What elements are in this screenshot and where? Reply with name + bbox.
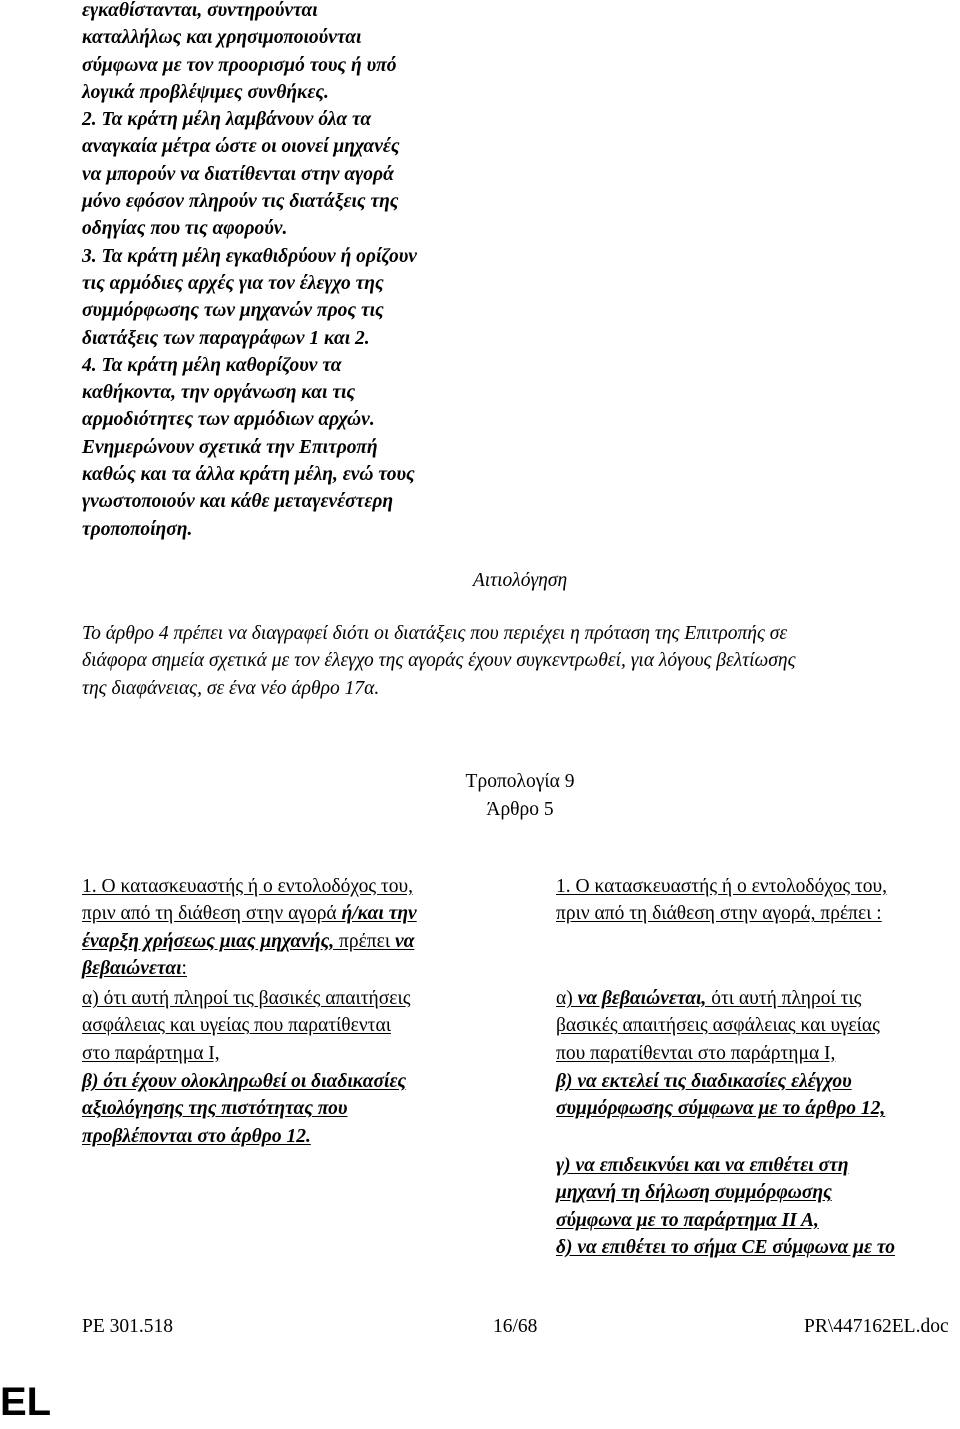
text-line: καθήκοντα, την οργάνωση και τις [82, 382, 356, 404]
text-line: καθώς και τα άλλα κράτη μέλη, ενώ τους [82, 464, 415, 486]
right-line: που παρατίθενται στο παράρτημα Ι, [556, 1042, 836, 1064]
left-line: αξιολόγησης της πιστότητας που [82, 1098, 348, 1120]
footer-doc-id: PR\447162EL.doc [804, 1316, 949, 1337]
text-line: τις αρμόδιες αρχές για τον έλεγχο της [82, 272, 384, 294]
left-line: στο παράρτημα Ι, [82, 1042, 220, 1064]
text-line: μόνο εφόσον πληρούν τις διατάξεις της [82, 191, 399, 213]
right-line: δ) να επιθέτει το σήμα CE σύμφωνα με το [556, 1236, 895, 1258]
left-line: πριν από τη διάθεση στην αγορά ή/και την [82, 903, 417, 925]
text-line: συμμόρφωσης των μηχανών προς τις [82, 300, 384, 322]
right-line: α) να βεβαιώνεται, ότι αυτή πληροί τις [556, 988, 862, 1009]
right-line: πριν από τη διάθεση στην αγορά, πρέπει : [556, 903, 882, 925]
footer-page-number: 16/68 [493, 1316, 538, 1337]
amendment-title: Τροπολογία 9 [465, 771, 575, 792]
justification-heading: Αιτιολόγηση [472, 570, 568, 591]
text-line: αρμοδιότητες των αρμόδιων αρχών. [82, 409, 375, 431]
left-line: έναρξη χρήσεως μιας μηχανής, πρέπει να [82, 930, 415, 952]
text-line: 4. Τα κράτη μέλη καθορίζουν τα [82, 354, 342, 376]
left-line: α) ότι αυτή πληροί τις βασικές απαιτήσεις [82, 988, 411, 1009]
text-line: αναγκαία μέτρα ώστε οι οιονεί μηχανές [82, 136, 400, 158]
text-line: γνωστοποιούν και κάθε μεταγενέστερη [82, 491, 394, 513]
right-line: γ) να επιδεικνύει και να επιθέτει στη [556, 1155, 849, 1176]
left-line: ασφάλειας και υγείας που παρατίθενται [82, 1015, 391, 1037]
justification-line: της διαφάνειας, σε ένα νέο άρθρο 17α. [82, 677, 380, 699]
text-line: σύμφωνα με τον προορισμό τους ή υπό [82, 54, 397, 76]
right-column-part-2 [556, 985, 956, 1067]
top-text-block [82, 0, 502, 543]
left-column [82, 873, 502, 982]
justification-line: διάφορα σημεία σχετικά με τον έλεγχο της αγοράς έχουν συγκεντρωθεί, για λόγους βελτίωσης [82, 650, 796, 672]
right-line: βασικές απαιτήσεις ασφάλειας και υγείας [556, 1015, 880, 1037]
article-title: Άρθρο 5 [486, 799, 554, 820]
language-code: EL [0, 1380, 52, 1424]
left-line: β) ότι έχουν ολοκληρωθεί οι διαδικασίες [82, 1071, 407, 1092]
left-column-part-3 [82, 1068, 502, 1150]
justification-paragraph [82, 620, 942, 702]
text-line: λογικά προβλέψιμες συνθήκες. [82, 81, 329, 103]
right-column [556, 873, 956, 928]
left-line: 1. Ο κατασκευαστής ή ο εντολοδόχος του, [82, 876, 414, 897]
left-line: βεβαιώνεται: [82, 957, 187, 979]
right-column-part-4 [556, 1152, 960, 1261]
right-line: σύμφωνα με το παράρτημα ΙΙ Α, [556, 1209, 819, 1231]
text-line: 3. Τα κράτη μέλη εγκαθιδρύουν ή ορίζουν [82, 245, 417, 267]
footer-reference: PE 301.518 [82, 1316, 174, 1337]
justification-line: Το άρθρο 4 πρέπει να διαγραφεί διότι οι διατάξεις που περιέχει η πρόταση της Επιτροπής σε [82, 623, 788, 644]
right-line: συμμόρφωσης σύμφωνα με το άρθρο 12, [556, 1098, 886, 1120]
text-line: Ενημερώνουν σχετικά την Επιτροπή [82, 436, 378, 458]
text-line: καταλλήλως και χρησιμοποιούνται [82, 27, 362, 49]
right-line: μηχανή τη δήλωση συμμόρφωσης [556, 1182, 832, 1204]
text-line: 2. Τα κράτη μέλη λαμβάνουν όλα τα [82, 109, 372, 131]
text-line: τροποποίηση. [82, 518, 193, 540]
right-line: β) να εκτελεί τις διαδικασίες ελέγχου [556, 1071, 852, 1092]
left-column-part-2 [82, 985, 502, 1067]
left-line: προβλέπονται στο άρθρο 12. [82, 1125, 311, 1147]
right-column-part-3 [556, 1068, 956, 1123]
text-line: διατάξεις των παραγράφων 1 και 2. [82, 327, 370, 349]
text-line: εγκαθίστανται, συντηρούνται [82, 0, 318, 21]
text-line: οδηγίας που τις αφορούν. [82, 218, 288, 240]
text-line: να μπορούν να διατίθενται στην αγορά [82, 163, 394, 185]
right-line: 1. Ο κατασκευαστής ή ο εντολοδόχος του, [556, 876, 888, 897]
